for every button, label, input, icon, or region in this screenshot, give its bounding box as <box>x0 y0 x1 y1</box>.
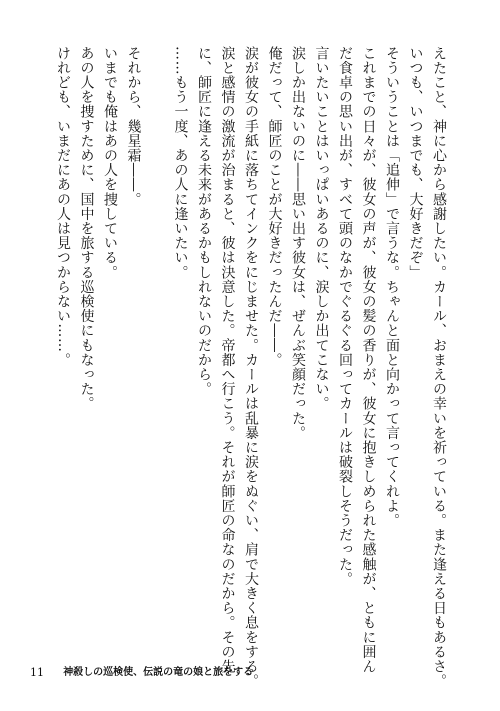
page-number: 11 <box>30 666 44 679</box>
text-line: 言いたいことはいっぱいあるのに、涙しか出てこない。 <box>313 46 330 411</box>
text-line: 涙しか出ないのに――思い出す彼女は、ぜんぶ笑顔だった。 <box>290 46 306 441</box>
text-line: 涙と感情の激流が治まると、彼は決意した。帝都へ行こう。それが師匠の命なのだから。その先 <box>219 46 236 674</box>
scene-break <box>145 46 169 646</box>
text-line: 涙が彼女の手紙に落ちてインクをにじませた。カールは乱暴に涙をぬぐい、肩で大きく息をする。 <box>243 46 259 689</box>
text-line: いつも、いつまでも、大好きだぞ」 <box>407 46 424 280</box>
text-line: に、師匠に逢える未来があるかもしれないのだから。 <box>196 46 212 397</box>
running-title: 神殺しの巡検使、伝説の竜の娘と旅をする <box>63 667 254 678</box>
page-footer <box>30 663 253 683</box>
text-line: これまでの日々が、彼女の声が、彼女の髪の香りが、彼女に抱きしめられた感触が、ともに囲ん <box>360 46 377 674</box>
text-line: そういうことは「追伸」で言うな。ちゃんと面と向かって言ってくれよ。 <box>384 46 400 528</box>
text-line: えたこと、神に心から感謝したい。カール、おまえの幸いを祈っている。また逢える日もあるさ。 <box>431 46 447 689</box>
text-line: だ食卓の思い出が、すべて頭のなかでぐるぐる回ってカールは破裂しそうだった。 <box>337 46 353 587</box>
text-line: ……もう一度、あの人に逢いたい。 <box>172 46 189 280</box>
text-line: いまでも俺はあの人を捜している。 <box>102 46 118 280</box>
text-line: それから、幾星霜――。 <box>125 46 142 207</box>
text-line: あの人を捜すために、国中を旅する巡検使にもなった。 <box>78 46 95 411</box>
text-line: 俺だって、師匠のことが大好きだったんだ――。 <box>266 46 283 368</box>
text-line: けれども、いまだにあの人は見つからない……。 <box>55 46 71 368</box>
